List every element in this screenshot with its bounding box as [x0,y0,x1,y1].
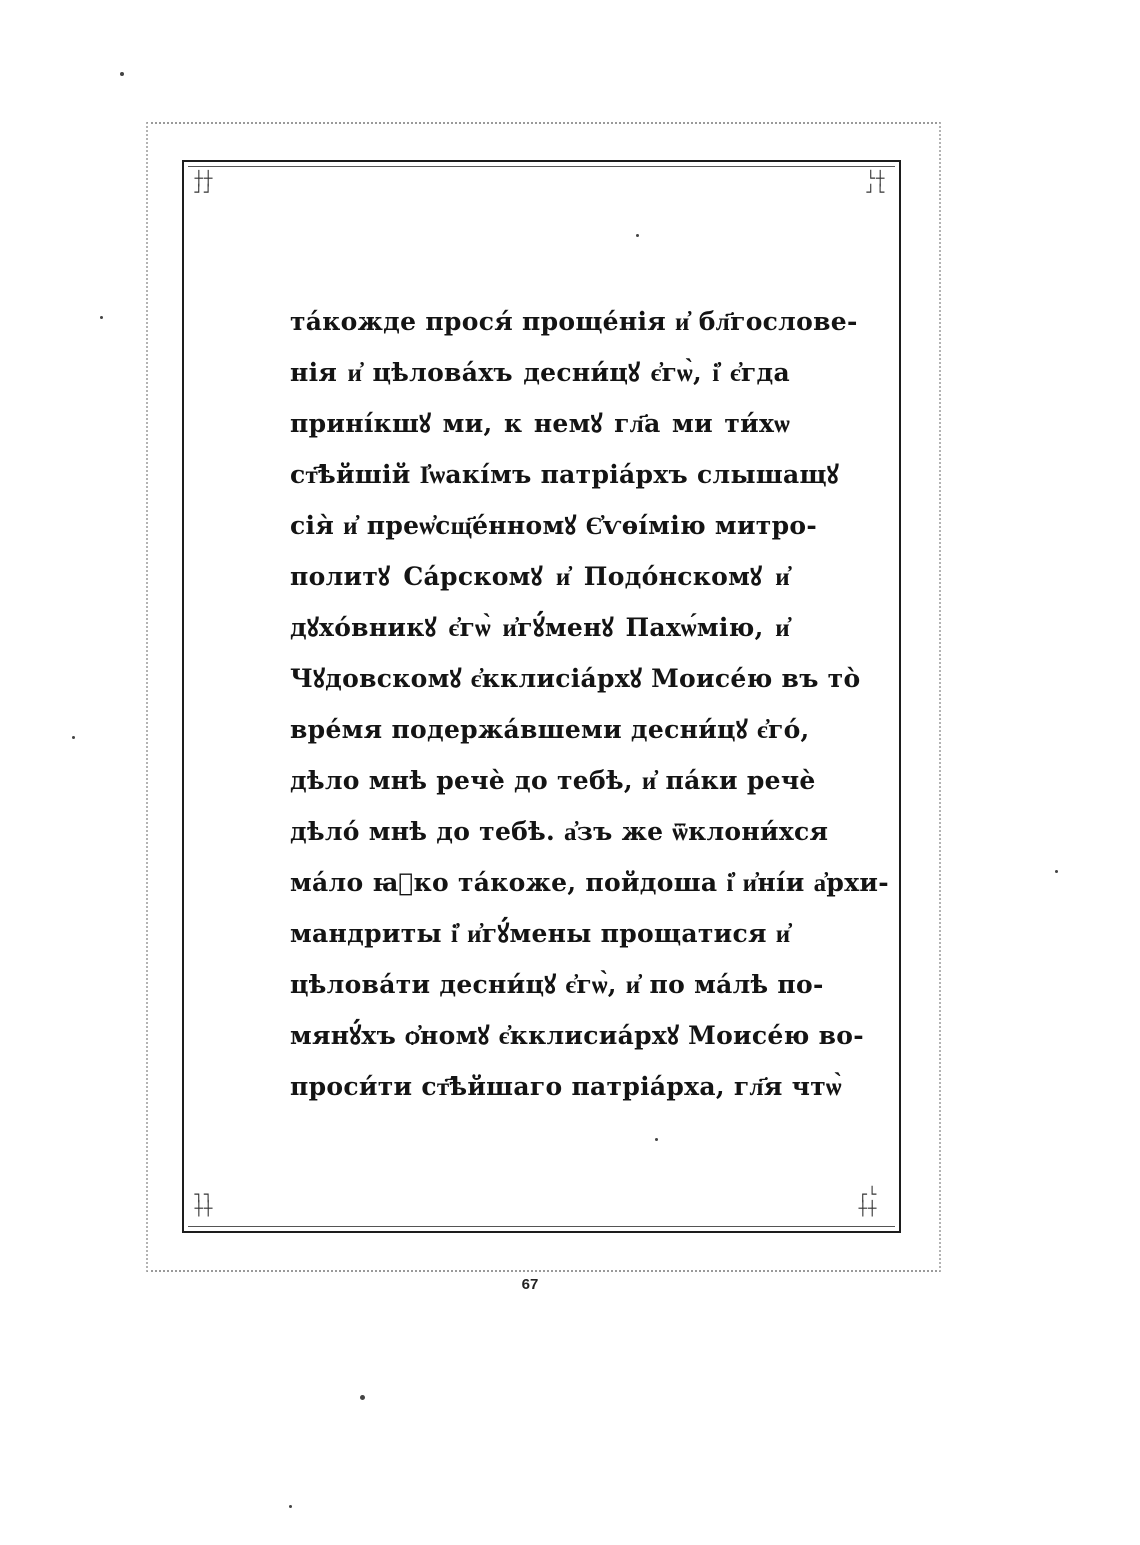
text-line-6: политꙋ Са́рскомꙋ и҆ Подо́нскомꙋ и҆ [290,562,790,591]
corner-ornament-top-right: └┼ ┘└ [866,171,886,201]
corner-ornament-top-left: ┼┼ ┘┘ [194,171,214,201]
scan-speck [1055,870,1058,873]
text-line-3: прині́кшꙋ ми, к немꙋ гл҃а ми ти́хѡ [290,409,790,438]
scan-speck [636,234,639,237]
scan-speck [655,1138,658,1141]
corner-ornament-bottom-right: ┌└ ┼┼ [858,1187,878,1217]
body-text [290,296,889,1112]
text-line-5: сія̀ и҆ преѡ҆сщ҃е́нномꙋ Є҆ѵѳі́мію митро- [290,511,818,540]
scan-speck [360,1395,365,1400]
text-line-2: нія и҆ цѣлова́хъ десни́цꙋ є҆гѡ̀, і҆ є҆гда [290,358,790,387]
text-line-16: проси́ти ст҃ѣйшаго патріа́рха, гл҃я чтѡ̀ [290,1072,842,1101]
scan-speck [289,1505,292,1508]
text-line-7: дꙋхо́вникꙋ є҆гѡ̀ и҆гꙋ́менꙋ Пахѡ́мію, и҆ [290,613,790,642]
scan-speck [72,736,75,739]
scan-speck [120,72,124,76]
text-line-9: вре́мя подержа́вшеми десни́цꙋ є҆го́, [290,715,810,744]
text-line-12: ма́ло ꙗ҆ко та́коже, пойдоша і҆ и҆ні́и а҆рхи- [290,868,889,897]
text-line-4: ст҃ѣйшій І҆ѡакі́мъ патріа́рхъ слышащꙋ [290,460,839,489]
page-number: 67 [521,1276,539,1293]
text-line-14: цѣлова́ти десни́цꙋ є҆гѡ̀, и҆ по ма́лѣ по- [290,970,824,999]
scan-speck [100,316,103,319]
text-line-13: мандриты і҆ и҆гꙋ́мены прощатися и҆ [290,919,791,948]
text-line-10: дѣло мнѣ речѐ до тебѣ, и҆ па́ки речѐ [290,766,816,795]
text-line-1: та́кожде прося́ проще́нія и҆ бл҃гослове- [290,307,858,336]
text-line-11: дѣло́ мнѣ до тебѣ. а҆зъ же ѿклони́хся [290,817,829,846]
text-line-8: Чꙋдовскомꙋ є҆кклисіа́рхꙋ Моисе́ю въ то̀ [290,664,861,693]
corner-ornament-bottom-left: ┐┐ ┼┼ [194,1187,214,1217]
text-line-15: мянꙋ́хъ ѻ҆номꙋ є҆кклисиа́рхꙋ Моисе́ю во- [290,1021,864,1050]
